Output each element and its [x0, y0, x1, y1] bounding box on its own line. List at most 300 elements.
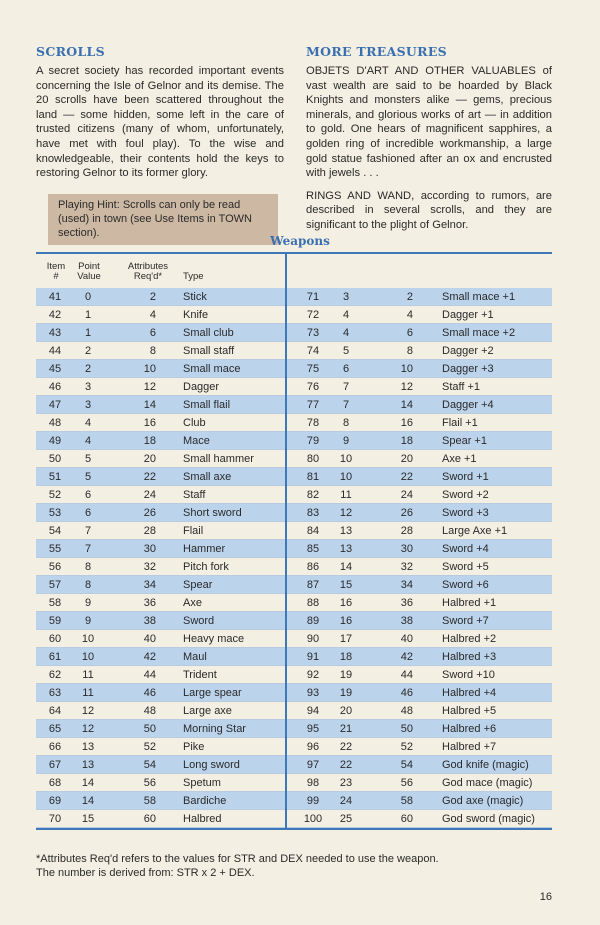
cell-point-value: 1 [84, 309, 92, 321]
cell-item: 73 [306, 327, 320, 339]
cell-type: Halbred +3 [442, 651, 497, 663]
rings-wand-body: according to rumors, are described in several scrolls, and they are significant to the plight of Gelnor. [306, 189, 553, 231]
cell-item: 98 [306, 777, 320, 789]
table-row [287, 810, 552, 828]
cell-attributes: 36 [400, 597, 413, 609]
table-row [36, 288, 285, 306]
table-row [36, 702, 285, 720]
cell-item: 78 [306, 417, 320, 429]
more-treasures-heading: MORE TREASURES [306, 44, 447, 59]
cell-point-value: 6 [84, 489, 92, 501]
cell-attributes: 22 [143, 471, 156, 483]
cell-point-value: 12 [81, 705, 95, 717]
footnote [36, 852, 556, 880]
cell-attributes: 12 [143, 381, 156, 393]
cell-point-value: 6 [84, 507, 92, 519]
cell-item: 91 [306, 651, 320, 663]
cell-type: Small club [183, 327, 234, 339]
playing-hint-text: Scrolls can only be read (used) in town (see Use Items in TOWN section). [58, 198, 252, 239]
cell-attributes: 54 [400, 759, 413, 771]
cell-attributes: 14 [143, 399, 156, 411]
cell-item: 71 [306, 291, 320, 303]
table-row [287, 558, 552, 576]
cell-type: Axe [183, 597, 202, 609]
table-row [287, 324, 552, 342]
cell-type: Halbred +4 [442, 687, 497, 699]
cell-type: Spear +1 [442, 435, 487, 447]
cell-item: 77 [306, 399, 320, 411]
cell-type: Sword +3 [442, 507, 489, 519]
cell-type: Long sword [183, 759, 240, 771]
cell-point-value: 10 [339, 453, 353, 465]
cell-type: Dagger +1 [442, 309, 494, 321]
cell-type: Dagger +3 [442, 363, 494, 375]
cell-point-value: 11 [82, 687, 94, 699]
cell-attributes: 24 [400, 489, 413, 501]
cell-item: 56 [48, 561, 62, 573]
cell-type: Short sword [183, 507, 242, 519]
cell-type: Sword +2 [442, 489, 489, 501]
cell-point-value: 5 [342, 345, 350, 357]
cell-attributes: 16 [400, 417, 413, 429]
cell-type: Dagger +4 [442, 399, 494, 411]
cell-point-value: 13 [81, 741, 95, 753]
table-row [36, 612, 285, 630]
table-row [287, 720, 552, 738]
table-row [287, 378, 552, 396]
cell-type: Spetum [183, 777, 221, 789]
table-row [287, 666, 552, 684]
header-item-label: Item [46, 261, 66, 272]
cell-type: Small flail [183, 399, 231, 411]
cell-attributes: 30 [143, 543, 156, 555]
cell-point-value: 10 [339, 471, 353, 483]
table-row [287, 306, 552, 324]
cell-attributes: 6 [149, 327, 156, 339]
cell-item: 96 [306, 741, 320, 753]
cell-point-value: 8 [84, 561, 92, 573]
cell-item: 84 [306, 525, 320, 537]
cell-point-value: 11 [82, 669, 94, 681]
cell-attributes: 22 [400, 471, 413, 483]
header-point-label: Point [78, 261, 100, 272]
cell-type: Small staff [183, 345, 235, 357]
cell-point-value: 9 [342, 435, 350, 447]
table-row [287, 396, 552, 414]
objets-dart-body: of vast wealth are said to be hoarded by Black Knights and monsters alike — gems, precious minerals, and glorious works of art — in addition to gold. One hears of magnificent sapphires, a golden ring of incredible workmanship, a large gold statue fashioned after an ox and encrusted with jewels . . . [306, 65, 553, 180]
cell-type: Halbred +7 [442, 741, 497, 753]
table-top-rule [36, 252, 552, 254]
table-bottom-rule [36, 828, 552, 830]
cell-type: Sword +1 [442, 471, 489, 483]
cell-attributes: 40 [400, 633, 413, 645]
cell-point-value: 3 [84, 381, 92, 393]
cell-attributes: 52 [143, 741, 156, 753]
cell-item: 83 [306, 507, 320, 519]
cell-item: 45 [48, 363, 62, 375]
weapons-table [36, 252, 552, 830]
cell-item: 47 [48, 399, 62, 411]
cell-attributes: 16 [143, 417, 156, 429]
cell-type: Large Axe +1 [442, 525, 508, 537]
cell-item: 60 [48, 633, 62, 645]
table-row [287, 594, 552, 612]
cell-attributes: 14 [400, 399, 413, 411]
cell-item: 87 [306, 579, 320, 591]
cell-item: 68 [48, 777, 62, 789]
cell-type: Heavy mace [183, 633, 245, 645]
cell-item: 63 [48, 687, 62, 699]
cell-item: 85 [306, 543, 320, 555]
table-row [287, 684, 552, 702]
cell-item: 41 [48, 291, 62, 303]
cell-type: Flail +1 [442, 417, 478, 429]
cell-attributes: 30 [400, 543, 413, 555]
table-row [287, 468, 552, 486]
cell-type: Halbred [183, 813, 222, 825]
playing-hint-label: Playing Hint: [58, 198, 120, 211]
header-type-label: Type [183, 271, 204, 282]
cell-point-value: 14 [81, 777, 95, 789]
table-row [287, 504, 552, 522]
cell-attributes: 48 [143, 705, 156, 717]
cell-point-value: 3 [84, 399, 92, 411]
cell-type: Small mace +1 [442, 291, 516, 303]
cell-attributes: 46 [400, 687, 413, 699]
cell-point-value: 12 [81, 723, 95, 735]
rings-wand-lead: RINGS AND WAND, [306, 189, 415, 202]
cell-point-value: 19 [339, 669, 353, 681]
cell-point-value: 15 [81, 813, 95, 825]
cell-type: Dagger [183, 381, 220, 393]
table-row [36, 666, 285, 684]
cell-point-value: 8 [84, 579, 92, 591]
table-row [287, 702, 552, 720]
cell-item: 67 [48, 759, 62, 771]
cell-attributes: 40 [143, 633, 156, 645]
cell-item: 66 [48, 741, 62, 753]
cell-attributes: 2 [406, 291, 413, 303]
cell-point-value: 2 [84, 345, 92, 357]
cell-point-value: 14 [339, 561, 353, 573]
cell-item: 55 [48, 543, 62, 555]
cell-point-value: 12 [339, 507, 353, 519]
cell-attributes: 56 [400, 777, 413, 789]
cell-attributes: 38 [143, 615, 156, 627]
cell-item: 62 [48, 669, 62, 681]
cell-attributes: 28 [400, 525, 413, 537]
cell-point-value: 7 [84, 543, 92, 555]
table-row [287, 612, 552, 630]
cell-item: 64 [48, 705, 62, 717]
cell-item: 70 [48, 813, 62, 825]
cell-point-value: 10 [81, 633, 95, 645]
cell-point-value: 5 [84, 453, 92, 465]
cell-item: 99 [306, 795, 320, 807]
cell-item: 92 [306, 669, 320, 681]
cell-point-value: 19 [339, 687, 353, 699]
cell-point-value: 13 [339, 525, 353, 537]
cell-item: 52 [48, 489, 62, 501]
cell-item: 90 [306, 633, 320, 645]
cell-type: God sword (magic) [442, 813, 535, 825]
cell-attributes: 50 [400, 723, 413, 735]
cell-item: 95 [306, 723, 320, 735]
table-row [287, 342, 552, 360]
cell-attributes: 28 [143, 525, 156, 537]
cell-item: 100 [303, 813, 323, 825]
cell-type: Hammer [183, 543, 226, 555]
cell-type: Pike [183, 741, 205, 753]
cell-point-value: 17 [339, 633, 353, 645]
header-item [44, 262, 68, 288]
cell-type: Halbred +1 [442, 597, 497, 609]
cell-attributes: 38 [400, 615, 413, 627]
cell-point-value: 7 [342, 381, 350, 393]
cell-point-value: 6 [342, 363, 350, 375]
cell-type: Staff [183, 489, 206, 501]
table-row [287, 360, 552, 378]
cell-item: 89 [306, 615, 320, 627]
cell-item: 97 [306, 759, 320, 771]
cell-point-value: 9 [84, 615, 92, 627]
cell-point-value: 4 [84, 435, 92, 447]
cell-type: Sword [183, 615, 215, 627]
cell-attributes: 44 [143, 669, 156, 681]
cell-item: 69 [48, 795, 62, 807]
cell-point-value: 4 [342, 327, 350, 339]
cell-point-value: 16 [339, 597, 353, 609]
cell-item: 65 [48, 723, 62, 735]
cell-attributes: 48 [400, 705, 413, 717]
table-row [36, 792, 285, 810]
cell-point-value: 15 [339, 579, 353, 591]
cell-attributes: 52 [400, 741, 413, 753]
table-row [287, 756, 552, 774]
cell-type: Knife [183, 309, 209, 321]
table-row [36, 432, 285, 450]
table-row [36, 630, 285, 648]
cell-item: 43 [48, 327, 62, 339]
header-point-value [74, 262, 104, 288]
footnote-line-2: The number is derived from: STR x 2 + DEX. [36, 867, 255, 879]
cell-item: 50 [48, 453, 62, 465]
header-attributes [122, 262, 174, 288]
cell-attributes: 20 [400, 453, 413, 465]
cell-type: Sword +7 [442, 615, 489, 627]
cell-item: 57 [48, 579, 62, 591]
scrolls-heading: SCROLLS [36, 44, 105, 59]
cell-attributes: 36 [143, 597, 156, 609]
cell-item: 72 [306, 309, 320, 321]
cell-attributes: 8 [406, 345, 413, 357]
cell-attributes: 18 [400, 435, 413, 447]
table-row [36, 522, 285, 540]
cell-point-value: 18 [339, 651, 353, 663]
cell-point-value: 16 [339, 615, 353, 627]
cell-attributes: 54 [143, 759, 156, 771]
cell-type: Large axe [183, 705, 232, 717]
table-row [36, 360, 285, 378]
cell-type: Axe +1 [442, 453, 477, 465]
cell-attributes: 24 [143, 489, 156, 501]
cell-type: Mace [183, 435, 210, 447]
cell-type: Sword +6 [442, 579, 489, 591]
table-row [36, 648, 285, 666]
table-row [36, 720, 285, 738]
cell-type: Large spear [183, 687, 242, 699]
cell-attributes: 4 [406, 309, 413, 321]
cell-item: 58 [48, 597, 62, 609]
cell-type: God knife (magic) [442, 759, 529, 771]
cell-attributes: 18 [143, 435, 156, 447]
cell-type: Small mace +2 [442, 327, 516, 339]
table-row [287, 522, 552, 540]
weapons-rows-left [36, 288, 285, 828]
cell-point-value: 14 [81, 795, 95, 807]
table-row [36, 576, 285, 594]
cell-type: God mace (magic) [442, 777, 533, 789]
cell-attributes: 26 [143, 507, 156, 519]
cell-item: 59 [48, 615, 62, 627]
cell-point-value: 3 [342, 291, 350, 303]
footnote-line-1: *Attributes Req'd refers to the values for STR and DEX needed to use the weapon. [36, 853, 439, 865]
cell-item: 61 [48, 651, 62, 663]
cell-item: 94 [306, 705, 320, 717]
cell-item: 80 [306, 453, 320, 465]
cell-point-value: 2 [84, 363, 92, 375]
cell-type: Sword +5 [442, 561, 489, 573]
cell-type: Trident [183, 669, 217, 681]
cell-attributes: 58 [400, 795, 413, 807]
cell-attributes: 32 [400, 561, 413, 573]
table-row [36, 468, 285, 486]
cell-item: 54 [48, 525, 62, 537]
weapons-rows-right [287, 288, 552, 828]
table-row [36, 684, 285, 702]
cell-attributes: 26 [400, 507, 413, 519]
cell-point-value: 24 [339, 795, 353, 807]
table-row [36, 378, 285, 396]
cell-attributes: 50 [143, 723, 156, 735]
cell-type: Sword +4 [442, 543, 489, 555]
cell-point-value: 9 [84, 597, 92, 609]
table-row [36, 414, 285, 432]
cell-attributes: 34 [143, 579, 156, 591]
cell-point-value: 5 [84, 471, 92, 483]
cell-type: Halbred +5 [442, 705, 497, 717]
cell-point-value: 4 [342, 309, 350, 321]
table-row [287, 774, 552, 792]
table-row [36, 774, 285, 792]
cell-item: 48 [48, 417, 62, 429]
cell-point-value: 21 [339, 723, 353, 735]
cell-point-value: 1 [84, 327, 92, 339]
cell-type: Stick [183, 291, 207, 303]
table-row [36, 306, 285, 324]
cell-attributes: 10 [143, 363, 156, 375]
cell-type: Flail [183, 525, 204, 537]
cell-point-value: 13 [81, 759, 95, 771]
cell-point-value: 13 [339, 543, 353, 555]
cell-item: 49 [48, 435, 62, 447]
table-row [36, 540, 285, 558]
table-row [36, 324, 285, 342]
objets-dart-lead: OBJETS D'ART AND OTHER VALUABLES [306, 65, 536, 77]
cell-item: 44 [48, 345, 62, 357]
cell-type: Pitch fork [183, 561, 229, 573]
cell-point-value: 11 [340, 489, 352, 501]
cell-point-value: 7 [84, 525, 92, 537]
cell-attributes: 10 [400, 363, 413, 375]
table-row [287, 630, 552, 648]
cell-type: Maul [183, 651, 207, 663]
table-row [36, 810, 285, 828]
cell-type: Staff +1 [442, 381, 481, 393]
cell-attributes: 42 [400, 651, 413, 663]
more-treasures-section [306, 44, 552, 233]
scrolls-section [36, 44, 284, 245]
cell-attributes: 56 [143, 777, 156, 789]
table-row [287, 576, 552, 594]
cell-item: 81 [306, 471, 320, 483]
cell-item: 51 [48, 471, 62, 483]
cell-attributes: 44 [400, 669, 413, 681]
objets-dart-paragraph [306, 64, 552, 181]
cell-attributes: 20 [143, 453, 156, 465]
header-item-sub: # [53, 271, 59, 282]
table-row [287, 648, 552, 666]
header-attr-label: Attributes [127, 261, 169, 272]
cell-item: 75 [306, 363, 320, 375]
table-row [36, 756, 285, 774]
table-row [287, 738, 552, 756]
cell-point-value: 0 [84, 291, 92, 303]
cell-attributes: 8 [149, 345, 156, 357]
cell-point-value: 7 [342, 399, 350, 411]
cell-item: 76 [306, 381, 320, 393]
cell-item: 88 [306, 597, 320, 609]
table-row [287, 432, 552, 450]
cell-point-value: 4 [84, 417, 92, 429]
table-row [287, 540, 552, 558]
cell-type: Spear [183, 579, 213, 591]
cell-attributes: 42 [143, 651, 156, 663]
cell-type: God axe (magic) [442, 795, 524, 807]
cell-attributes: 60 [400, 813, 413, 825]
cell-type: Halbred +2 [442, 633, 497, 645]
cell-item: 79 [306, 435, 320, 447]
cell-attributes: 32 [143, 561, 156, 573]
cell-type: Sword +10 [442, 669, 495, 681]
scrolls-body: A secret society has recorded important events concerning the Isle of Gelnor and its demise. The 20 scrolls have been scattered throughout the land — some hidden, some left in the care of trusted citizens (many of whom, unfortunately, have met with foul play). To the wise and knowledgeable, their contents hold the keys to restoring Gelnor to its former glory. [36, 65, 284, 180]
cell-point-value: 25 [339, 813, 353, 825]
table-row [36, 504, 285, 522]
rings-wand-paragraph [306, 189, 552, 233]
cell-item: 42 [48, 309, 62, 321]
table-row [36, 558, 285, 576]
cell-attributes: 46 [143, 687, 156, 699]
table-row [36, 450, 285, 468]
cell-attributes: 34 [400, 579, 413, 591]
cell-item: 86 [306, 561, 320, 573]
cell-attributes: 6 [406, 327, 413, 339]
cell-type: Bardiche [183, 795, 227, 807]
header-attr-sub: Req'd* [133, 271, 163, 282]
cell-attributes: 4 [149, 309, 156, 321]
weapons-title: Weapons [270, 234, 330, 248]
cell-attributes: 58 [143, 795, 156, 807]
